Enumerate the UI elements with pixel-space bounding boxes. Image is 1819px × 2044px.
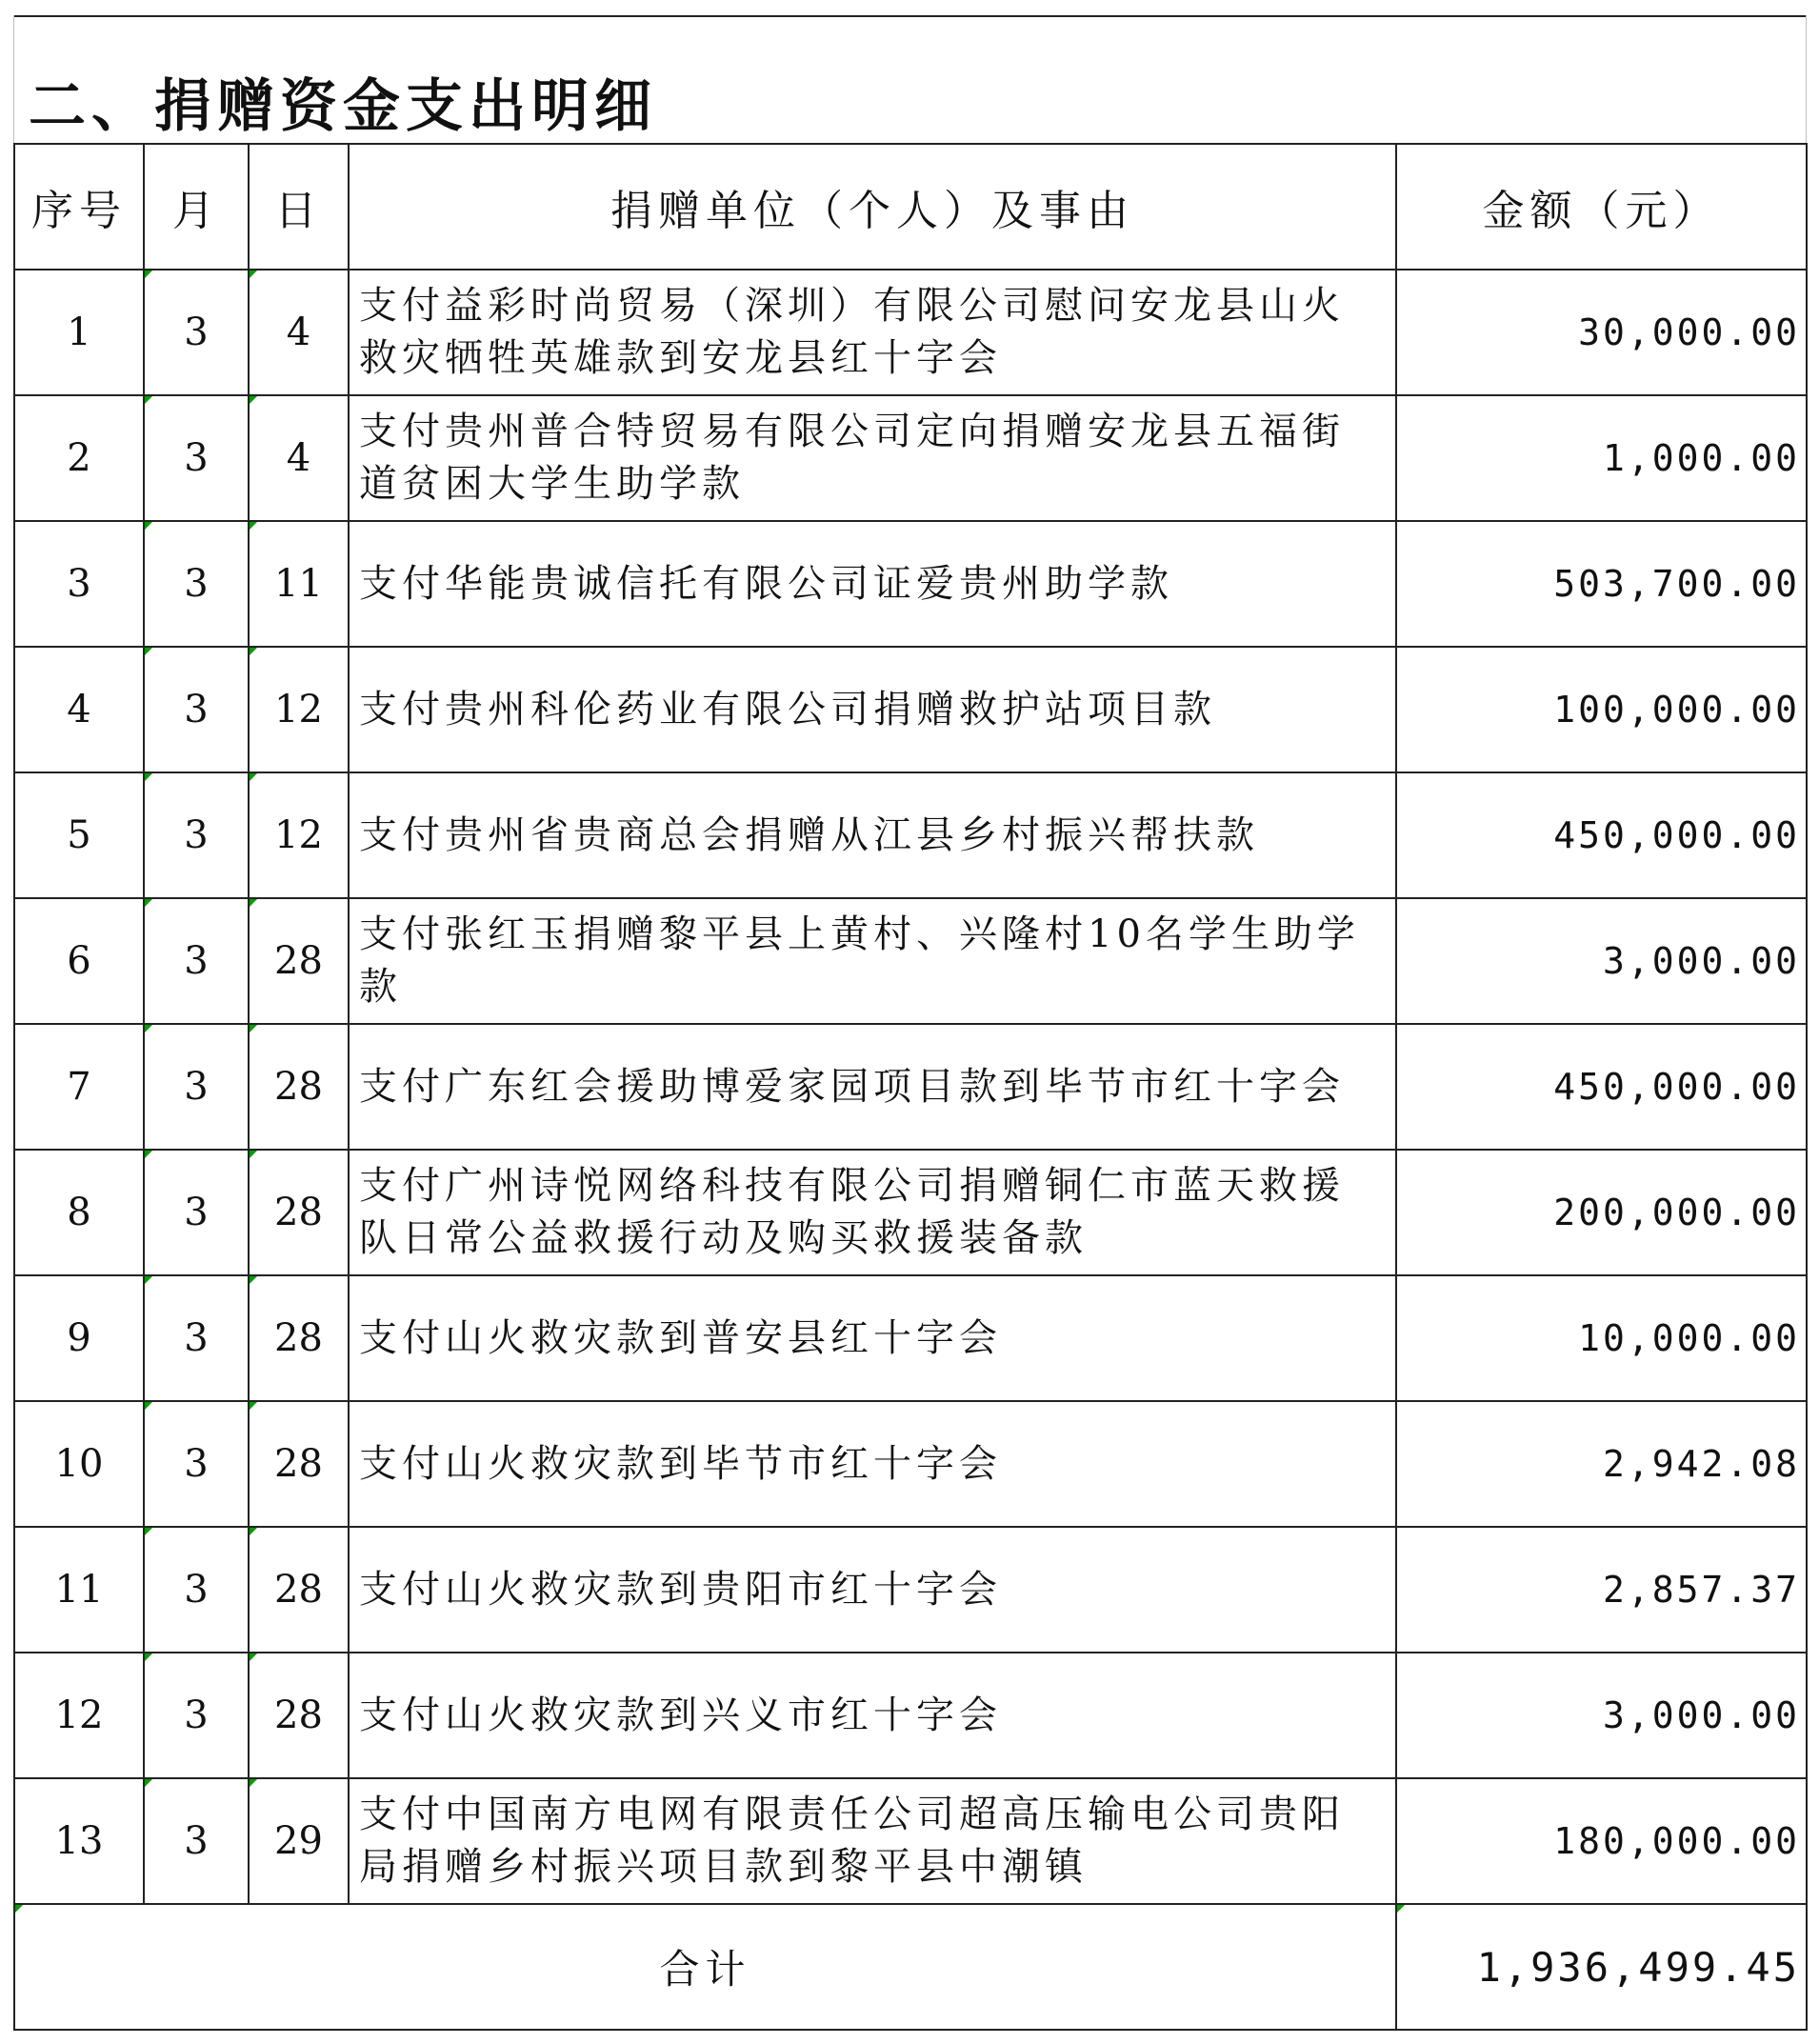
row-amount-cell	[1396, 1527, 1807, 1653]
row-description: 支付山火救灾款到普安县红十字会	[359, 1315, 1002, 1360]
cell-marker-icon	[145, 1779, 152, 1787]
row-month-cell	[144, 1527, 249, 1653]
row-description: 支付山火救灾款到兴义市红十字会	[359, 1693, 1002, 1737]
row-seq: 7	[67, 1065, 91, 1109]
row-day-cell	[249, 1778, 349, 1904]
row-day-cell	[249, 898, 349, 1024]
cell-marker-icon	[250, 1779, 257, 1787]
row-seq: 9	[67, 1316, 91, 1360]
row-seq: 10	[54, 1442, 104, 1486]
row-amount: 450,000.00	[1553, 814, 1800, 856]
row-month-cell	[144, 1024, 249, 1150]
row-month: 3	[184, 1568, 209, 1612]
header-row	[14, 144, 1807, 270]
row-amount: 30,000.00	[1578, 311, 1800, 353]
row-amount-cell	[1396, 395, 1807, 521]
table-row	[14, 898, 1807, 1024]
row-description: 支付益彩时尚贸易（深圳）有限公司慰问安龙县山火救灾牺牲英雄款到安龙县红十字会	[359, 284, 1345, 380]
row-seq-cell	[14, 647, 144, 772]
cell-marker-icon	[250, 773, 257, 781]
row-day-cell	[249, 521, 349, 647]
row-month-cell	[144, 521, 249, 647]
row-month-cell	[144, 270, 249, 395]
row-day: 11	[274, 562, 323, 606]
row-amount-cell	[1396, 772, 1807, 898]
cell-marker-icon	[250, 396, 257, 404]
row-amount-cell	[1396, 1401, 1807, 1527]
row-day: 12	[274, 813, 323, 857]
row-amount: 100,000.00	[1553, 689, 1800, 731]
row-amount: 1,000.00	[1602, 437, 1800, 479]
row-amount-cell	[1396, 1024, 1807, 1150]
row-day-cell	[249, 1527, 349, 1653]
row-month: 3	[184, 562, 209, 606]
row-seq: 13	[54, 1819, 104, 1863]
row-day: 28	[274, 1442, 323, 1486]
row-day: 28	[274, 1065, 323, 1109]
header-day: 日	[249, 144, 349, 270]
cell-marker-icon	[145, 899, 152, 907]
row-month: 3	[184, 1191, 209, 1234]
cell-marker-icon	[15, 1905, 23, 1913]
row-amount-cell	[1396, 1778, 1807, 1904]
cell-marker-icon	[145, 1276, 152, 1284]
row-seq: 8	[67, 1191, 91, 1234]
row-amount: 2,942.08	[1602, 1443, 1800, 1485]
cell-marker-icon	[145, 271, 152, 278]
row-description-cell	[349, 1778, 1396, 1904]
row-day: 28	[274, 939, 323, 983]
row-seq-cell	[14, 521, 144, 647]
row-seq-cell	[14, 395, 144, 521]
row-day: 29	[274, 1819, 323, 1863]
row-seq-cell	[14, 270, 144, 395]
table-row	[14, 772, 1807, 898]
row-description-cell	[349, 898, 1396, 1024]
row-day: 28	[274, 1316, 323, 1360]
row-amount: 200,000.00	[1553, 1192, 1800, 1233]
cell-marker-icon	[145, 648, 152, 655]
row-description: 支付广州诗悦网络科技有限公司捐赠铜仁市蓝天救援队日常公益救援行动及购买救援装备款	[359, 1164, 1345, 1260]
row-description-cell	[349, 1150, 1396, 1275]
row-amount-cell	[1396, 647, 1807, 772]
top-border-line	[13, 15, 1806, 17]
row-description: 支付贵州科伦药业有限公司捐赠救护站项目款	[359, 687, 1216, 731]
row-description: 支付贵州普合特贸易有限公司定向捐赠安龙县五福街道贫困大学生助学款	[359, 410, 1345, 506]
cell-marker-icon	[250, 1402, 257, 1410]
total-amount-cell	[1396, 1904, 1807, 2030]
cell-marker-icon	[145, 1025, 152, 1032]
header-desc: 捐赠单位（个人）及事由	[349, 144, 1396, 270]
row-seq-cell	[14, 1778, 144, 1904]
row-seq-cell	[14, 1401, 144, 1527]
left-border-line	[13, 15, 14, 143]
cell-marker-icon	[145, 1402, 152, 1410]
row-description-cell	[349, 395, 1396, 521]
row-description: 支付山火救灾款到毕节市红十字会	[359, 1441, 1002, 1486]
row-description: 支付华能贵诚信托有限公司证爱贵州助学款	[359, 561, 1173, 606]
row-description-cell	[349, 647, 1396, 772]
row-amount: 450,000.00	[1553, 1066, 1800, 1108]
cell-marker-icon	[250, 1653, 257, 1661]
row-day-cell	[249, 772, 349, 898]
row-description: 支付广东红会援助博爱家园项目款到毕节市红十字会	[359, 1064, 1345, 1109]
row-month-cell	[144, 1401, 249, 1527]
cell-marker-icon	[250, 1528, 257, 1535]
row-seq-cell	[14, 1275, 144, 1401]
table-row	[14, 1150, 1807, 1275]
row-seq: 1	[67, 311, 91, 354]
cell-marker-icon	[250, 1151, 257, 1158]
row-day-cell	[249, 1024, 349, 1150]
row-day: 28	[274, 1191, 323, 1234]
row-month-cell	[144, 898, 249, 1024]
row-month: 3	[184, 1316, 209, 1360]
row-seq: 11	[54, 1568, 104, 1612]
row-amount-cell	[1396, 1150, 1807, 1275]
row-description-cell	[349, 1527, 1396, 1653]
row-amount: 180,000.00	[1553, 1820, 1800, 1862]
row-day-cell	[249, 395, 349, 521]
row-month: 3	[184, 1442, 209, 1486]
row-description: 支付贵州省贵商总会捐赠从江县乡村振兴帮扶款	[359, 812, 1259, 857]
row-seq-cell	[14, 1653, 144, 1778]
row-day: 4	[286, 436, 311, 480]
row-month: 3	[184, 311, 209, 354]
row-month: 3	[184, 1693, 209, 1737]
table-row	[14, 1401, 1807, 1527]
table-row	[14, 395, 1807, 521]
cell-marker-icon	[250, 899, 257, 907]
cell-marker-icon	[250, 522, 257, 530]
row-month: 3	[184, 813, 209, 857]
row-month: 3	[184, 939, 209, 983]
row-month-cell	[144, 1653, 249, 1778]
cell-marker-icon	[145, 396, 152, 404]
row-seq-cell	[14, 772, 144, 898]
header-month: 月	[144, 144, 249, 270]
row-description-cell	[349, 270, 1396, 395]
row-seq: 4	[67, 688, 91, 731]
total-label: 合计	[659, 1946, 751, 1993]
row-month: 3	[184, 688, 209, 731]
total-label-cell	[14, 1904, 1396, 2030]
row-description-cell	[349, 1401, 1396, 1527]
table-row	[14, 270, 1807, 395]
row-seq: 12	[54, 1693, 104, 1737]
row-description-cell	[349, 1275, 1396, 1401]
row-day: 4	[286, 311, 311, 354]
cell-marker-icon	[250, 1025, 257, 1032]
header-seq: 序号	[14, 144, 144, 270]
row-amount: 3,000.00	[1602, 1694, 1800, 1736]
row-seq: 6	[67, 939, 91, 983]
row-month: 3	[184, 1819, 209, 1863]
row-description-cell	[349, 521, 1396, 647]
row-description-cell	[349, 1653, 1396, 1778]
row-month-cell	[144, 1778, 249, 1904]
table-row	[14, 1653, 1807, 1778]
row-seq: 3	[67, 562, 91, 606]
row-amount: 3,000.00	[1602, 940, 1800, 982]
cell-marker-icon	[250, 648, 257, 655]
total-amount: 1,936,499.45	[1476, 1943, 1800, 1991]
row-amount-cell	[1396, 521, 1807, 647]
row-day-cell	[249, 270, 349, 395]
right-border-line	[1806, 15, 1807, 143]
table-row	[14, 1778, 1807, 1904]
row-description-cell	[349, 772, 1396, 898]
row-seq-cell	[14, 1150, 144, 1275]
page-title: 二、捐赠资金支出明细	[29, 73, 657, 140]
table-row	[14, 1527, 1807, 1653]
row-month-cell	[144, 1275, 249, 1401]
row-amount: 10,000.00	[1578, 1317, 1800, 1359]
row-day-cell	[249, 1275, 349, 1401]
row-month-cell	[144, 647, 249, 772]
row-month-cell	[144, 1150, 249, 1275]
row-amount: 503,700.00	[1553, 563, 1800, 605]
row-month-cell	[144, 772, 249, 898]
row-amount: 2,857.37	[1602, 1569, 1800, 1611]
table-row	[14, 1275, 1807, 1401]
table-row	[14, 521, 1807, 647]
cell-marker-icon	[145, 773, 152, 781]
row-day-cell	[249, 1401, 349, 1527]
row-day: 28	[274, 1568, 323, 1612]
expense-table	[13, 143, 1808, 2031]
cell-marker-icon	[250, 1276, 257, 1284]
row-day-cell	[249, 1653, 349, 1778]
row-description: 支付山火救灾款到贵阳市红十字会	[359, 1567, 1002, 1612]
cell-marker-icon	[145, 1653, 152, 1661]
row-seq-cell	[14, 1024, 144, 1150]
row-month-cell	[144, 395, 249, 521]
row-description-cell	[349, 1024, 1396, 1150]
row-seq: 2	[67, 436, 91, 480]
cell-marker-icon	[145, 522, 152, 530]
row-day: 12	[274, 688, 323, 731]
table-body	[14, 270, 1807, 1904]
row-seq: 5	[67, 813, 91, 857]
row-month: 3	[184, 436, 209, 480]
cell-marker-icon	[250, 271, 257, 278]
row-seq-cell	[14, 1527, 144, 1653]
header-amount: 金额（元）	[1396, 144, 1807, 270]
total-row	[14, 1904, 1807, 2030]
row-month: 3	[184, 1065, 209, 1109]
row-seq-cell	[14, 898, 144, 1024]
row-day-cell	[249, 1150, 349, 1275]
table-row	[14, 1024, 1807, 1150]
table-row	[14, 647, 1807, 772]
row-description: 支付张红玉捐赠黎平县上黄村、兴隆村10名学生助学款	[359, 912, 1360, 1009]
row-amount-cell	[1396, 270, 1807, 395]
row-day: 28	[274, 1693, 323, 1737]
cell-marker-icon	[145, 1151, 152, 1158]
row-description: 支付中国南方电网有限责任公司超高压输电公司贵阳局捐赠乡村振兴项目款到黎平县中潮镇	[359, 1793, 1345, 1889]
row-amount-cell	[1396, 1653, 1807, 1778]
row-amount-cell	[1396, 898, 1807, 1024]
cell-marker-icon	[1397, 1905, 1405, 1913]
row-day-cell	[249, 647, 349, 772]
row-amount-cell	[1396, 1275, 1807, 1401]
cell-marker-icon	[145, 1528, 152, 1535]
